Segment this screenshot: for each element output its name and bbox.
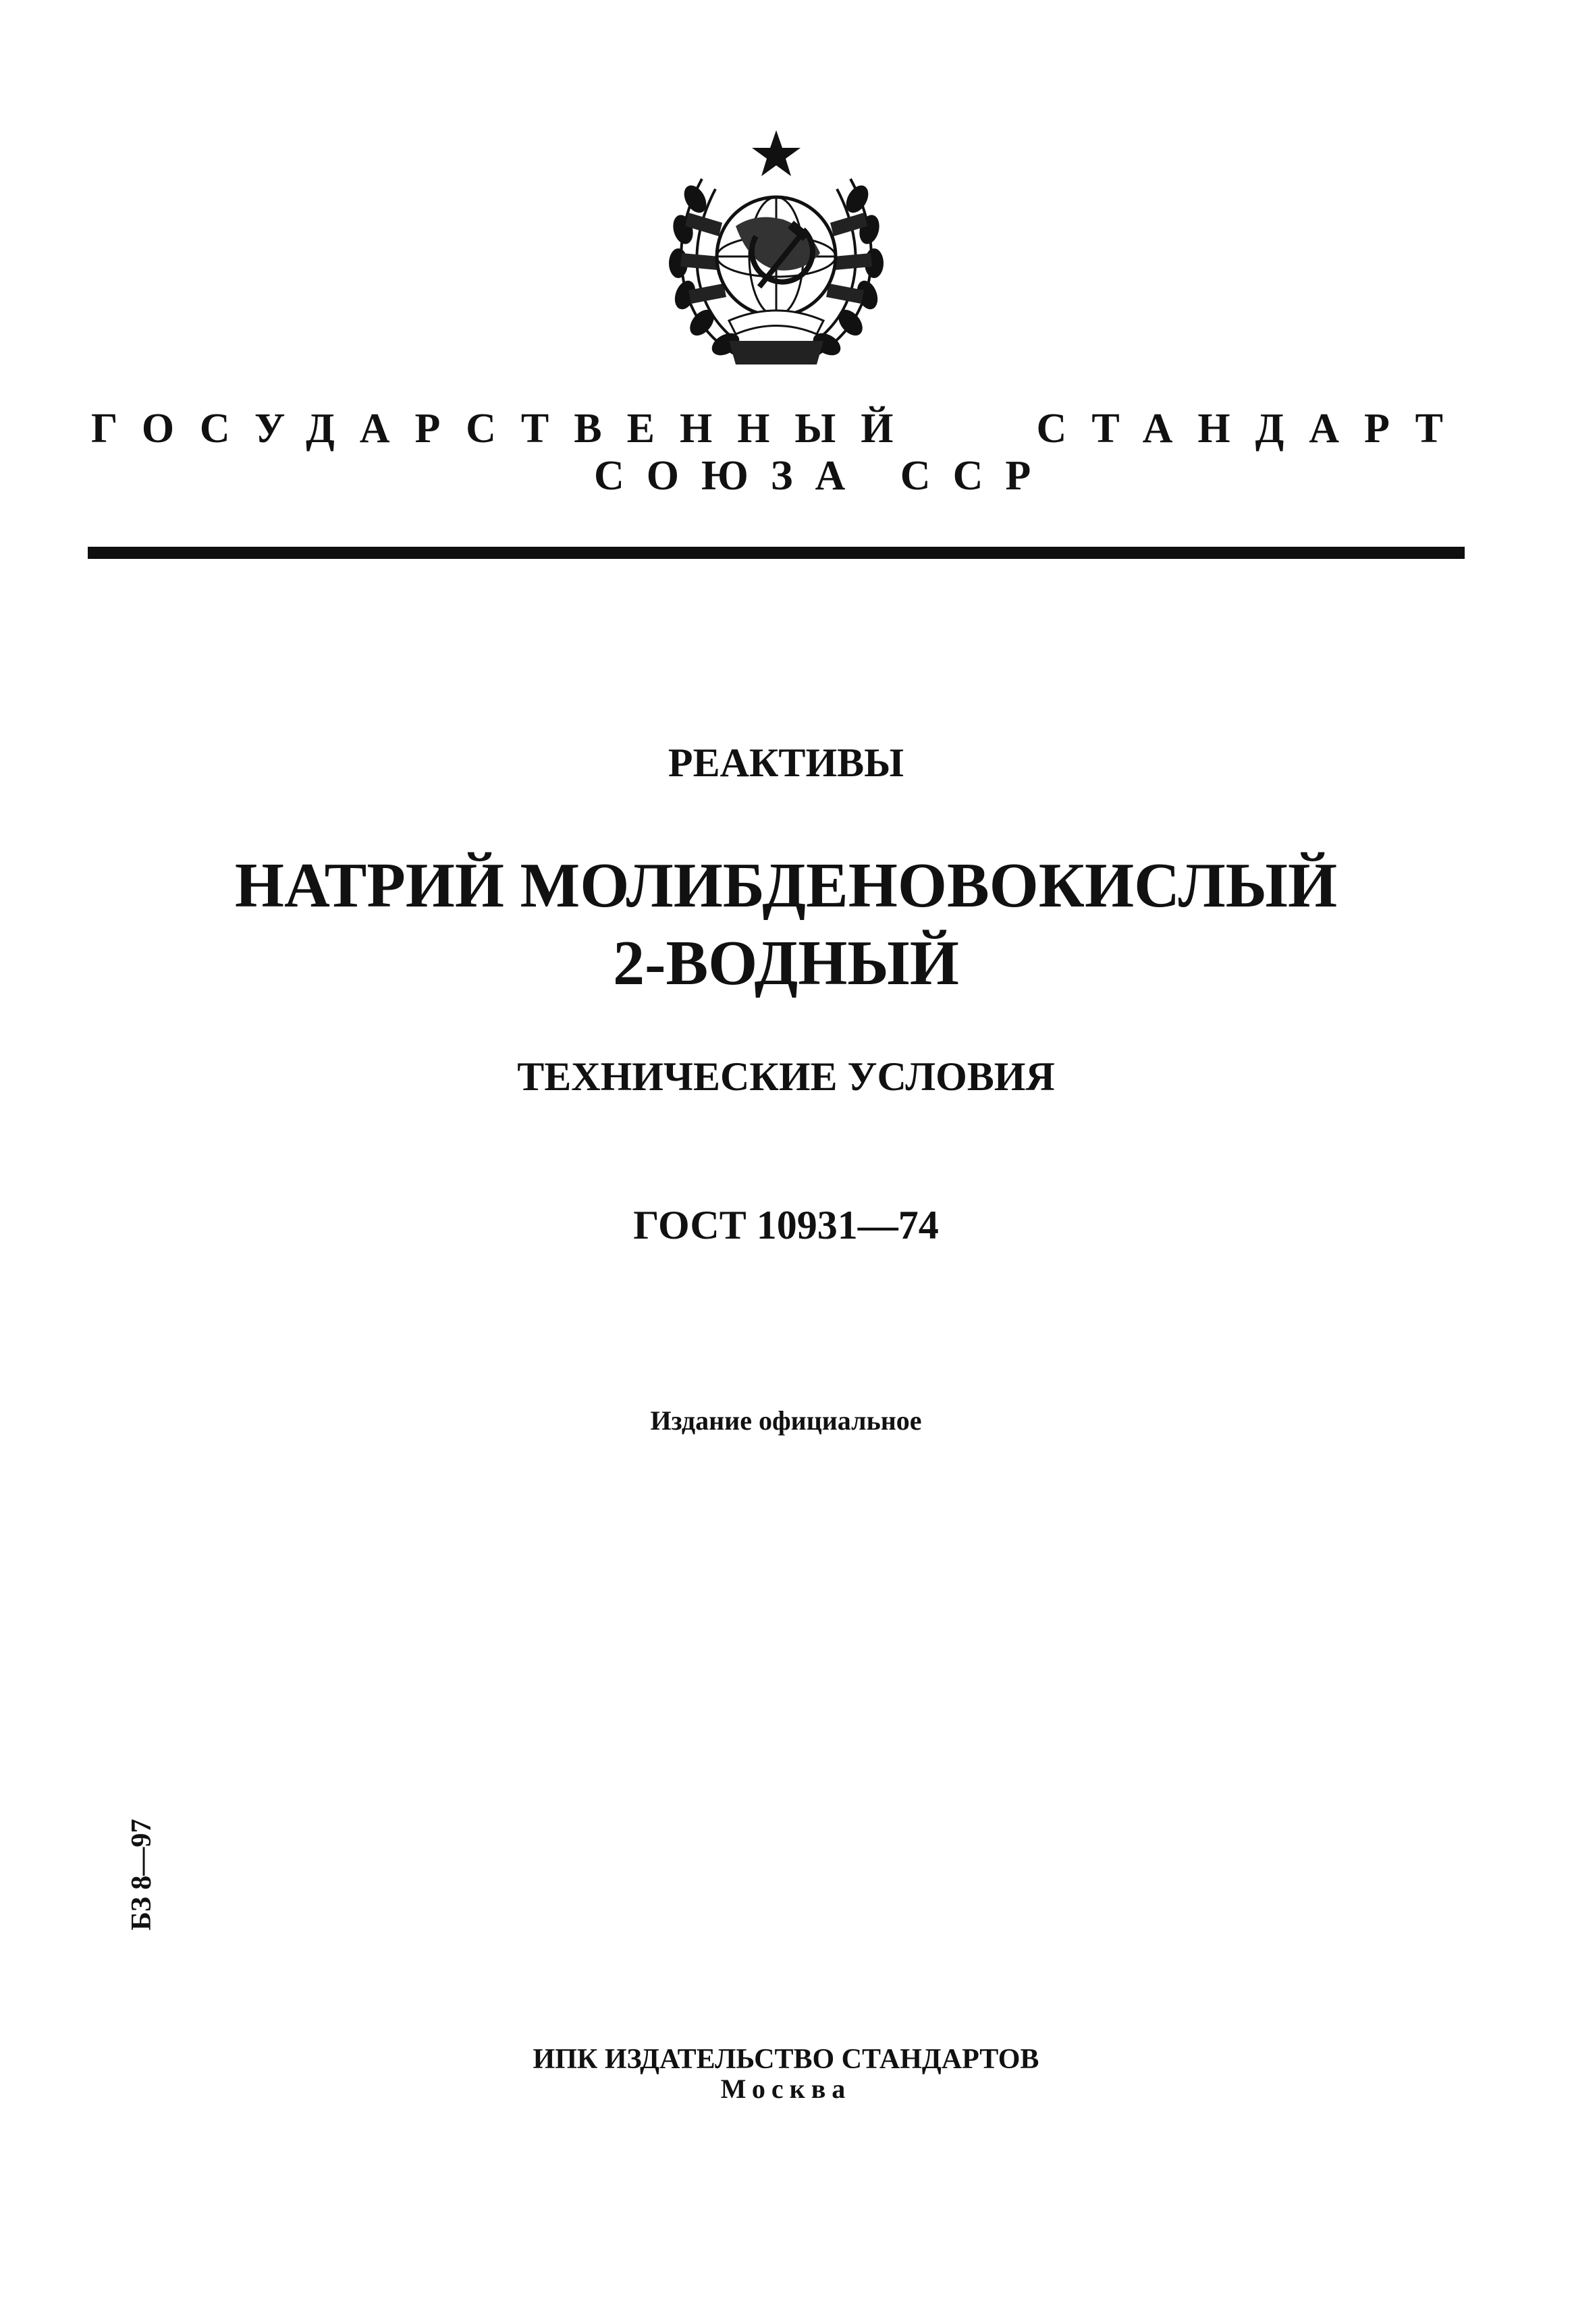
header-standard-word: СТАНДАРТ xyxy=(1036,406,1468,452)
header-union-line: СОЮЗА ССР xyxy=(594,453,1054,499)
header-divider xyxy=(88,547,1465,559)
ussr-state-emblem-icon xyxy=(648,118,904,378)
publisher-city: Москва xyxy=(720,2074,852,2104)
document-title xyxy=(0,847,1572,1002)
document-category: РЕАКТИВЫ xyxy=(668,740,904,785)
title-line-2: 2-ВОДНЫЙ xyxy=(613,928,959,998)
document-subtitle: ТЕХНИЧЕСКИЕ УСЛОВИЯ xyxy=(517,1054,1055,1099)
publisher-name: ИПК ИЗДАТЕЛЬСТВО СТАНДАРТОВ xyxy=(533,2044,1039,2075)
side-code: БЗ 8—97 xyxy=(126,1818,157,1930)
edition-note: Издание официальное xyxy=(650,1405,922,1436)
standard-number: ГОСТ 10931—74 xyxy=(633,1203,939,1247)
title-line-1: НАТРИЙ МОЛИБДЕНОВОКИСЛЫЙ xyxy=(234,850,1338,921)
standard-header xyxy=(91,402,1468,456)
header-state-word: ГОСУДАРСТВЕННЫЙ xyxy=(91,406,919,452)
